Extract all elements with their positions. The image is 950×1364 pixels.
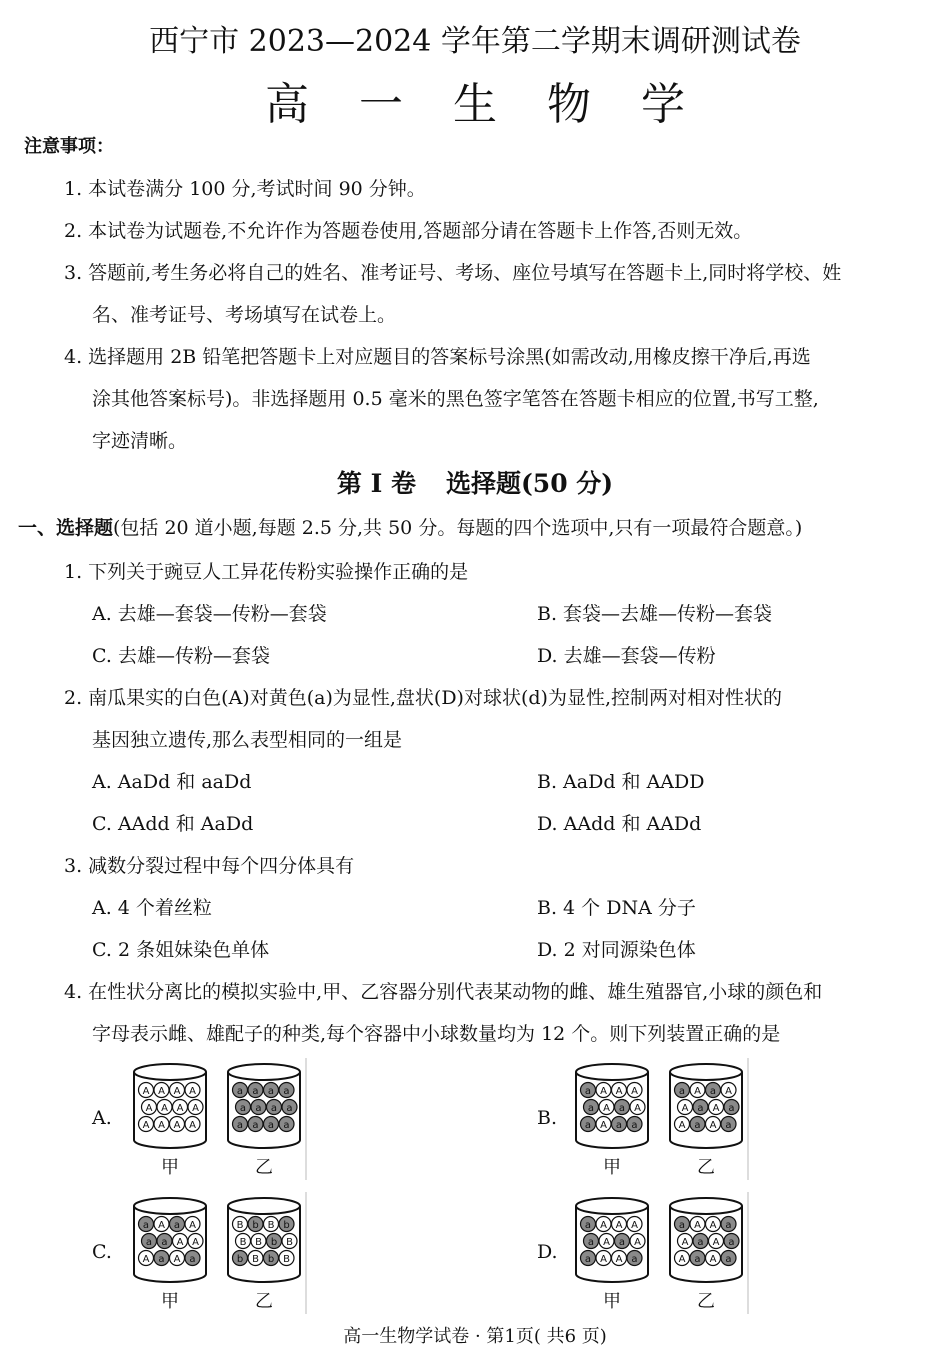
part-heading — [18, 513, 802, 540]
ball-letter: A — [712, 1103, 720, 1114]
ball-letter: a — [236, 1086, 244, 1097]
ball-letter: a — [725, 1254, 732, 1265]
ball-letter: A — [158, 1086, 165, 1097]
ball-letter: a — [631, 1254, 638, 1265]
ball-letter: b — [267, 1254, 275, 1265]
ball-letter: a — [270, 1103, 278, 1114]
ball-letter: a — [697, 1237, 704, 1248]
ball-letter: a — [615, 1120, 623, 1131]
ball-letter: a — [145, 1237, 153, 1248]
subject-char: 物 — [547, 79, 591, 130]
option-a: A. 4 个着丝粒 — [92, 897, 212, 919]
ball-letter: A — [694, 1220, 701, 1231]
ball-letter: A — [145, 1103, 153, 1114]
ball-letter: a — [161, 1237, 168, 1248]
ball-letter: A — [681, 1103, 689, 1114]
notice-line: 1. 本试卷满分 100 分,考试时间 90 分钟。 — [64, 178, 426, 200]
notice-line: 4. 选择题用 2B 铅笔把答题卡上对应题目的答案标号涂黑(如需改动,用橡皮擦干净后,再选 — [64, 346, 811, 368]
option-c: C. 2 条姐妹染色单体 — [92, 939, 270, 961]
ball-letter: b — [236, 1254, 244, 1265]
ball-letter: A — [176, 1237, 184, 1248]
ball-letter: A — [712, 1237, 720, 1248]
ball-letter: a — [286, 1103, 293, 1114]
ball-letter: a — [728, 1103, 735, 1114]
ball-letter: B — [236, 1220, 244, 1231]
option-c: C. AAdd 和 AaDd — [92, 813, 254, 835]
container-label-yi: 乙 — [697, 1291, 715, 1312]
figure-b — [570, 1058, 755, 1184]
ball-letter: A — [173, 1120, 181, 1131]
notice-line: 名、准考证号、考场填写在试卷上。 — [92, 304, 397, 326]
part-heading-text: (包括 20 道小题,每题 2.5 分,共 50 分。每题的四个选项中,只有一项最符合题意。) — [113, 517, 803, 539]
container-label-jia: 甲 — [161, 1157, 179, 1178]
ball-letter: a — [584, 1120, 592, 1131]
container-yi — [670, 1198, 742, 1282]
ball-letter: a — [252, 1120, 259, 1131]
question-stem: 3. 减数分裂过程中每个四分体具有 — [64, 855, 355, 877]
ball-letter: a — [584, 1254, 592, 1265]
figure-a — [128, 1058, 313, 1184]
ball-letter: A — [615, 1254, 623, 1265]
question-stem: 1. 下列关于豌豆人工异花传粉实验操作正确的是 — [64, 561, 469, 583]
ball-letter: A — [709, 1120, 717, 1131]
ball-letter: a — [725, 1120, 732, 1131]
notice-line: 涂其他答案标号)。非选择题用 0.5 毫米的黑色签字笔答在答题卡相应的位置,书写工整, — [92, 388, 819, 410]
ball-letter: A — [158, 1220, 165, 1231]
container-yi — [670, 1064, 742, 1148]
ball-letter: a — [728, 1237, 735, 1248]
section-title-part2: 选择题(50 分) — [445, 469, 614, 498]
container-label-yi: 乙 — [255, 1157, 273, 1178]
figure-d — [570, 1192, 755, 1318]
ball-letter: a — [236, 1120, 244, 1131]
ball-letter: B — [283, 1254, 290, 1265]
ball-letter: b — [270, 1237, 278, 1248]
ball-letter: A — [615, 1220, 623, 1231]
figure-option-label-a: A. — [92, 1107, 112, 1129]
ball-letter: A — [631, 1220, 638, 1231]
option-d: D. 去雄—套袋—传粉 — [537, 645, 716, 667]
ball-letter: A — [192, 1103, 199, 1114]
option-c: C. 去雄—传粉—套袋 — [92, 645, 270, 667]
question-stem-cont: 字母表示雌、雄配子的种类,每个容器中小球数量均为 12 个。则下列装置正确的是 — [92, 1023, 781, 1045]
ball-letter: A — [678, 1120, 686, 1131]
question-stem-cont: 基因独立遗传,那么表型相同的一组是 — [92, 729, 403, 751]
option-d: D. 2 对同源染色体 — [537, 939, 696, 961]
ball-letter: a — [158, 1254, 165, 1265]
option-d: D. AAdd 和 AADd — [537, 813, 702, 835]
ball-letter: a — [587, 1237, 595, 1248]
ball-letter: a — [584, 1220, 592, 1231]
ball-letter: A — [600, 1220, 607, 1231]
container-jia — [576, 1064, 648, 1148]
ball-letter: a — [283, 1120, 290, 1131]
ball-letter: a — [694, 1120, 701, 1131]
ball-letter: b — [252, 1220, 259, 1231]
ball-letter: B — [239, 1237, 247, 1248]
ball-letter: A — [634, 1103, 641, 1114]
part-heading-bold: 一、选择题 — [18, 517, 114, 539]
ball-letter: A — [678, 1254, 686, 1265]
figure-option-label-d: D. — [537, 1241, 558, 1263]
option-b: B. AaDd 和 AADD — [537, 771, 705, 793]
container-yi — [228, 1198, 300, 1282]
subject-char: 一 — [359, 79, 403, 130]
figure-option-label-b: B. — [537, 1107, 558, 1129]
ball-letter: a — [239, 1103, 247, 1114]
section-title — [0, 464, 950, 500]
ball-letter: A — [142, 1254, 150, 1265]
ball-letter: A — [603, 1103, 610, 1114]
ball-letter: a — [694, 1254, 701, 1265]
question-stem: 2. 南瓜果实的白色(A)对黄色(a)为显性,盘状(D)对球状(d)为显性,控制两对相对性状的 — [64, 687, 782, 709]
figure-option-label-c: C. — [92, 1241, 112, 1263]
ball-letter: b — [283, 1220, 290, 1231]
notice-line: 字迹清晰。 — [92, 430, 188, 452]
container-jia — [576, 1198, 648, 1282]
container-label-yi: 乙 — [255, 1291, 273, 1312]
ball-letter: A — [142, 1086, 150, 1097]
ball-letter: A — [681, 1237, 689, 1248]
ball-letter: a — [618, 1103, 626, 1114]
ball-letter: B — [286, 1237, 293, 1248]
ball-letter: A — [189, 1220, 196, 1231]
option-b: B. 套袋—去雄—传粉—套袋 — [537, 603, 773, 625]
container-jia — [134, 1064, 206, 1148]
ball-letter: a — [584, 1086, 592, 1097]
notice-line: 2. 本试卷为试题卷,不允许作为答题卷使用,答题部分请在答题卡上作答,否则无效。 — [64, 220, 753, 242]
ball-letter: A — [176, 1103, 184, 1114]
container-label-jia: 甲 — [603, 1157, 621, 1178]
subject-char: 生 — [453, 79, 497, 130]
ball-letter: a — [618, 1237, 626, 1248]
ball-letter: A — [694, 1086, 701, 1097]
exam-title: 西宁市 2023—2024 学年第二学期末调研测试卷 — [149, 24, 801, 59]
ball-letter: A — [161, 1103, 168, 1114]
ball-letter: a — [252, 1086, 259, 1097]
ball-letter: A — [142, 1120, 150, 1131]
ball-letter: A — [709, 1220, 717, 1231]
ball-letter: A — [189, 1120, 196, 1131]
ball-letter: a — [267, 1120, 275, 1131]
ball-letter: A — [158, 1120, 165, 1131]
option-a: A. AaDd 和 aaDd — [92, 771, 252, 793]
container-jia — [134, 1198, 206, 1282]
ball-letter: a — [267, 1086, 275, 1097]
ball-letter: a — [697, 1103, 704, 1114]
ball-letter: A — [600, 1254, 607, 1265]
section-title-part1: 第 I 卷 — [336, 469, 416, 498]
container-label-jia: 甲 — [161, 1291, 179, 1312]
ball-letter: A — [173, 1254, 181, 1265]
ball-letter: A — [192, 1237, 199, 1248]
ball-letter: A — [600, 1120, 607, 1131]
ball-letter: A — [709, 1254, 717, 1265]
ball-letter: A — [615, 1086, 623, 1097]
ball-letter: a — [725, 1220, 732, 1231]
ball-letter: A — [634, 1237, 641, 1248]
ball-letter: B — [252, 1254, 259, 1265]
container-label-yi: 乙 — [697, 1157, 715, 1178]
notice-line: 3. 答题前,考生务必将自己的姓名、准考证号、考场、座位号填写在答题卡上,同时将学校、姓 — [64, 262, 842, 284]
subject-char: 学 — [641, 79, 685, 130]
ball-letter: A — [603, 1237, 610, 1248]
ball-letter: A — [600, 1086, 607, 1097]
ball-letter: a — [173, 1220, 181, 1231]
ball-letter: A — [631, 1086, 638, 1097]
ball-letter: A — [725, 1086, 732, 1097]
option-a: A. 去雄—套袋—传粉—套袋 — [92, 603, 327, 625]
ball-letter: a — [709, 1086, 717, 1097]
notice-heading: 注意事项： — [24, 136, 114, 157]
ball-letter: a — [189, 1254, 196, 1265]
ball-letter: B — [267, 1220, 275, 1231]
ball-letter: a — [283, 1086, 290, 1097]
subject-char: 高 — [265, 79, 309, 130]
question-stem: 4. 在性状分离比的模拟实验中,甲、乙容器分别代表某动物的雌、雄生殖器官,小球的颜色和 — [64, 981, 823, 1003]
option-b: B. 4 个 DNA 分子 — [537, 897, 696, 919]
container-label-jia: 甲 — [603, 1291, 621, 1312]
figure-c — [128, 1192, 313, 1318]
subject-title — [0, 68, 950, 132]
container-yi — [228, 1064, 300, 1148]
ball-letter: a — [255, 1103, 262, 1114]
ball-letter: a — [587, 1103, 595, 1114]
page-footer: 高一生物学试卷 · 第1页( 共6 页) — [343, 1326, 607, 1347]
ball-letter: a — [678, 1086, 686, 1097]
ball-letter: B — [255, 1237, 262, 1248]
ball-letter: A — [173, 1086, 181, 1097]
ball-letter: a — [631, 1120, 638, 1131]
ball-letter: A — [189, 1086, 196, 1097]
ball-letter: a — [142, 1220, 150, 1231]
ball-letter: a — [678, 1220, 686, 1231]
